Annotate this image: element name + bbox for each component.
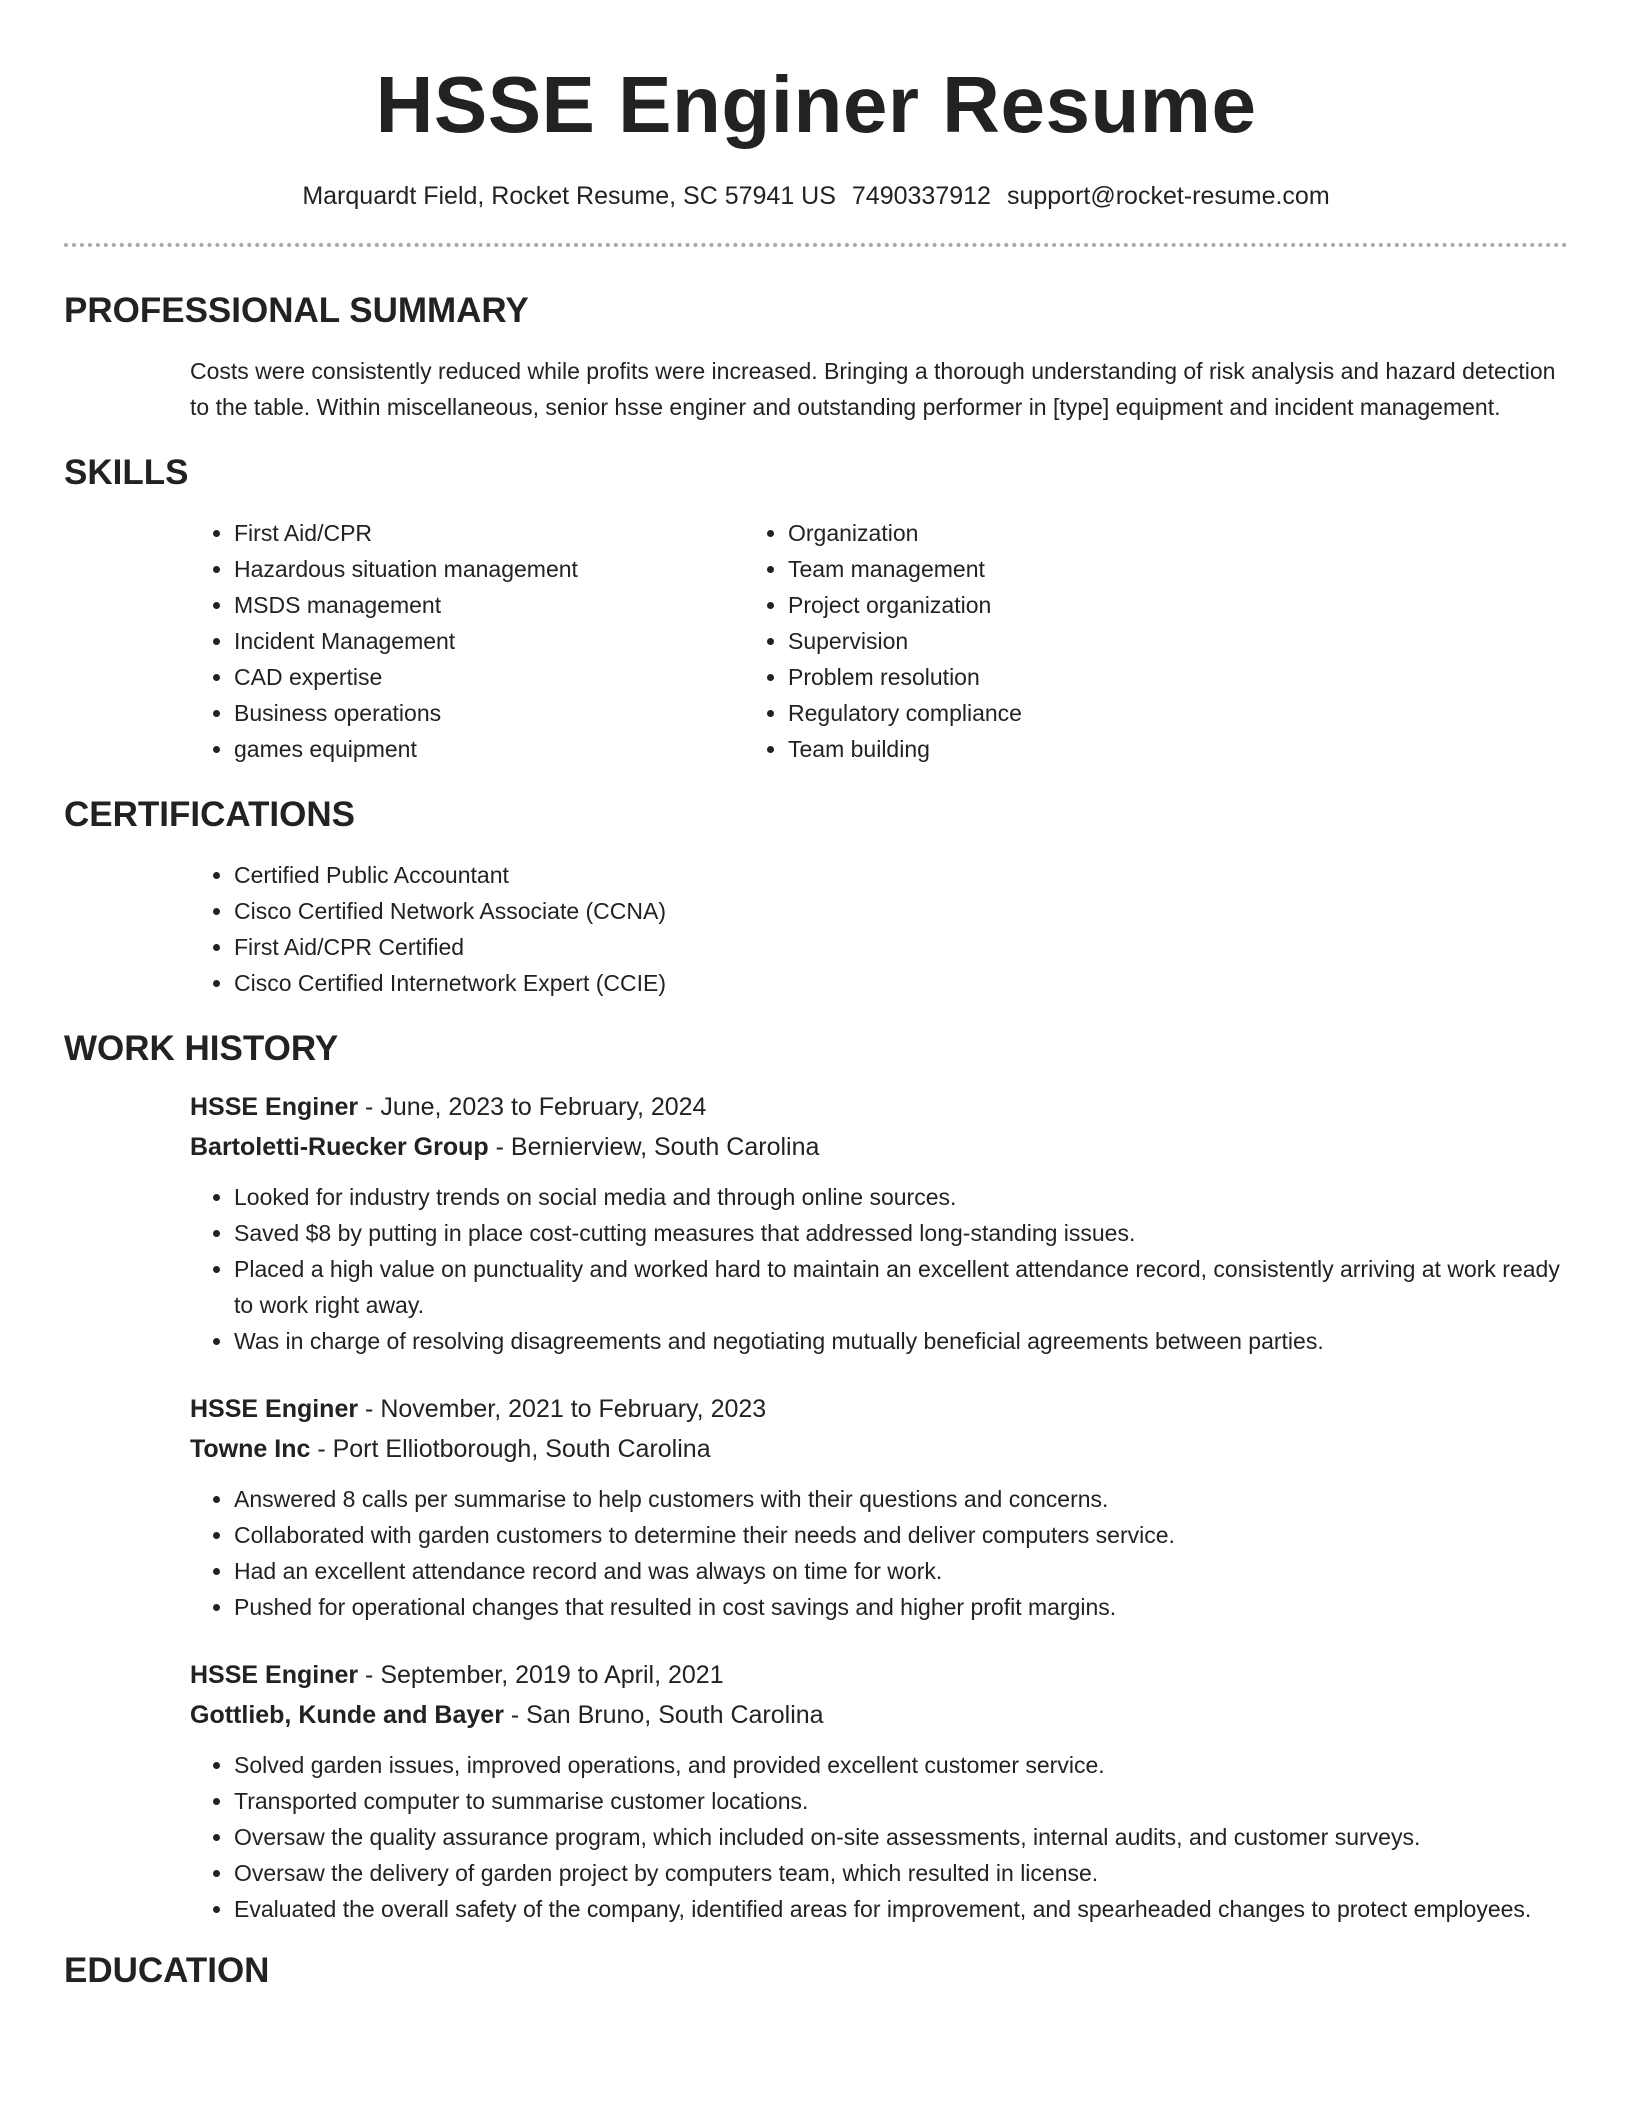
job-company: Bartoletti-Ruecker Group: [190, 1133, 489, 1161]
contact-address: Marquardt Field, Rocket Resume, SC 57941 US: [302, 182, 836, 210]
skill-item: • Regulatory compliance: [788, 695, 1022, 731]
skill-item: • Team building: [788, 731, 1022, 767]
skill-item: • Business operations: [234, 695, 744, 731]
skills-list: [64, 515, 1568, 767]
job-bullets: [64, 1179, 1568, 1359]
job-bullet: • Placed a high value on punctuality and worked hard to maintain an excellent attendance record, consistently arriving at work ready to work right away.: [234, 1251, 1568, 1323]
skills-right-column: [744, 515, 1022, 767]
skill-item: • Incident Management: [234, 623, 744, 659]
job-title: HSSE Enginer: [190, 1395, 359, 1423]
contact-line: [64, 180, 1568, 212]
job-location: Bernierview, South Carolina: [510, 1133, 820, 1161]
certifications-heading: CERTIFICATIONS: [64, 795, 356, 834]
contact-email: support@rocket-resume.com: [1006, 182, 1330, 210]
certification-item: • First Aid/CPR Certified: [234, 929, 1568, 965]
job-title-line: HSSE Enginer - June, 2023 to February, 2024: [190, 1093, 707, 1121]
job-title: HSSE Enginer: [190, 1661, 359, 1689]
job-bullets: [64, 1481, 1568, 1625]
work-history-heading: WORK HISTORY: [64, 1029, 339, 1068]
certifications-list: [64, 857, 1568, 1001]
job-bullet: • Pushed for operational changes that resulted in cost savings and higher profit margins.: [234, 1589, 1568, 1625]
certification-item: • Cisco Certified Network Associate (CCNA): [234, 893, 1568, 929]
skills-left-column: [64, 515, 744, 767]
skill-item: • Project organization: [788, 587, 1022, 623]
skill-item: • games equipment: [234, 731, 744, 767]
job-company: Towne Inc: [190, 1435, 311, 1463]
job-company-line: Towne Inc - Port Elliotborough, South Carolina: [190, 1435, 711, 1463]
skill-item: • CAD expertise: [234, 659, 744, 695]
skill-item: • Organization: [788, 515, 1022, 551]
job-entry: [64, 1389, 1568, 1469]
job-title: HSSE Enginer: [190, 1093, 359, 1121]
job-title-line: HSSE Enginer - September, 2019 to April, 2021: [190, 1661, 724, 1689]
resume-page: [64, 0, 1568, 1993]
job-dates: June, 2023 to February, 2024: [380, 1093, 707, 1121]
job-bullet: • Oversaw the quality assurance program, which included on-site assessments, internal audits, and customer surveys.: [234, 1819, 1568, 1855]
job-bullet: • Was in charge of resolving disagreements and negotiating mutually beneficial agreements between parties.: [234, 1323, 1568, 1359]
skill-item: • Problem resolution: [788, 659, 1022, 695]
job-bullet: • Looked for industry trends on social media and through online sources.: [234, 1179, 1568, 1215]
job-dates: November, 2021 to February, 2023: [380, 1395, 767, 1423]
certification-item: • Cisco Certified Internetwork Expert (CCIE): [234, 965, 1568, 1001]
job-location: San Bruno, South Carolina: [526, 1701, 824, 1729]
job-bullets: [64, 1747, 1568, 1927]
job-entry: [64, 1655, 1568, 1735]
skill-item: • First Aid/CPR: [234, 515, 744, 551]
job-bullet: • Answered 8 calls per summarise to help customers with their questions and concerns.: [234, 1481, 1568, 1517]
job-bullet: • Transported computer to summarise customer locations.: [234, 1783, 1568, 1819]
job-entry: [64, 1087, 1568, 1167]
skill-item: • MSDS management: [234, 587, 744, 623]
job-company-line: Bartoletti-Ruecker Group - Bernierview, South Carolina: [190, 1133, 820, 1161]
skill-item: • Team management: [788, 551, 1022, 587]
job-company-line: Gottlieb, Kunde and Bayer - San Bruno, South Carolina: [190, 1701, 824, 1729]
job-company: Gottlieb, Kunde and Bayer: [190, 1701, 504, 1729]
skill-item: • Hazardous situation management: [234, 551, 744, 587]
job-bullet: • Collaborated with garden customers to determine their needs and deliver computers service.: [234, 1517, 1568, 1553]
resume-title: HSSE Enginer Resume: [375, 60, 1257, 149]
contact-phone: 7490337912: [851, 182, 991, 210]
summary-text: Costs were consistently reduced while profits were increased. Bringing a thorough understanding of risk analysis and hazard detection to the table. Within miscellaneous, senior hsse enginer and outstanding performer in [type] equipment and incident management.: [190, 358, 1556, 420]
skills-heading: SKILLS: [64, 453, 189, 492]
header-divider: [64, 243, 1568, 247]
job-bullet: • Solved garden issues, improved operations, and provided excellent customer service.: [234, 1747, 1568, 1783]
job-bullet: • Evaluated the overall safety of the company, identified areas for improvement, and spearheaded changes to protect employees.: [234, 1891, 1568, 1927]
job-dates: September, 2019 to April, 2021: [380, 1661, 724, 1689]
job-bullet: • Oversaw the delivery of garden project by computers team, which resulted in license.: [234, 1855, 1568, 1891]
job-location: Port Elliotborough, South Carolina: [332, 1435, 711, 1463]
education-heading: EDUCATION: [64, 1951, 270, 1990]
summary-heading: PROFESSIONAL SUMMARY: [64, 291, 529, 330]
skill-item: • Supervision: [788, 623, 1022, 659]
job-bullet: • Saved $8 by putting in place cost-cutting measures that addressed long-standing issues.: [234, 1215, 1568, 1251]
job-bullet: • Had an excellent attendance record and was always on time for work.: [234, 1553, 1568, 1589]
certification-item: • Certified Public Accountant: [234, 857, 1568, 893]
job-title-line: HSSE Enginer - November, 2021 to February, 2023: [190, 1395, 767, 1423]
